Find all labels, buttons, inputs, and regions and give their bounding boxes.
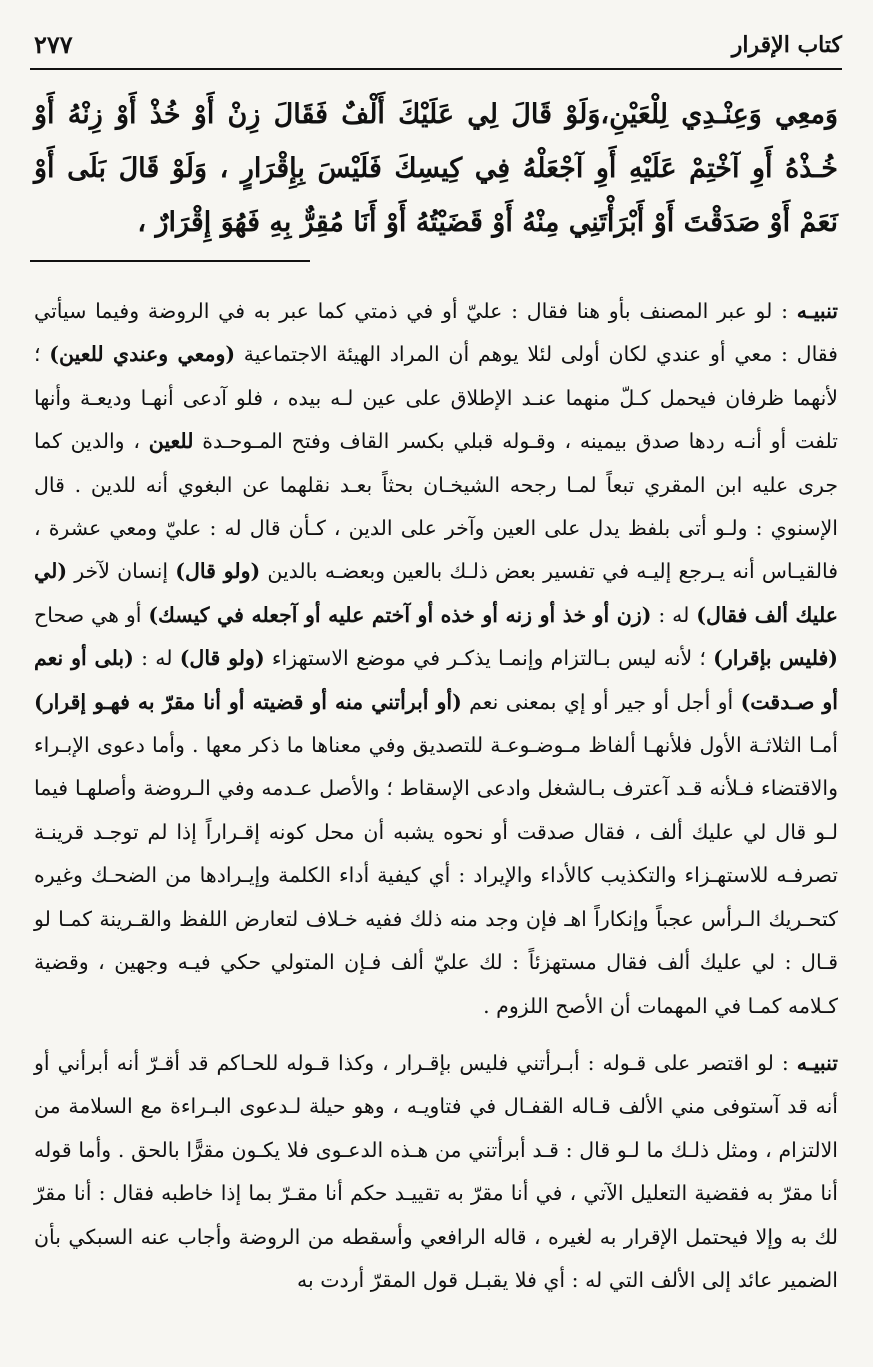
commentary: [30, 290, 842, 1302]
commentary-text: ؛ لأنهما ظرفان فيحمل كـلّ منهما عنـد الإطلاق على عين لـه بيده ، فلو آدعى أنهـا وديعـة وأنها تلفت أو أنـه ردها صدق بيمينه ، وقـوله قبلي بكسر القاف وفتح المـوحـدة: [34, 342, 838, 454]
quoted-matn: (ولو قال): [179, 646, 265, 671]
commentary-paragraph-2: [34, 1042, 838, 1302]
quoted-matn: (بلى أو نعم أو صـدقت): [34, 646, 838, 714]
commentary-text: أو أجل أو جير أو إي بمعنى نعم: [461, 689, 741, 714]
quoted-matn: (ولو قال): [175, 559, 261, 584]
page-number: ٢٧٧: [34, 30, 73, 59]
tanbih-heading: تنبيـه: [796, 1050, 838, 1075]
quoted-matn: (أو أبرأتني منه أو قضيته أو أنا مقرّ به فهـو إقرار): [34, 689, 462, 714]
commentary-paragraph-1: [34, 290, 838, 1028]
commentary-text: ؛ لأنه ليس بـالتزام وإنمـا يذكـر في موضع الاستهزاء: [264, 646, 714, 671]
matn-text: وَمعِي وَعِنْـدِي لِلْعَيْنِ،وَلَوْ قَالَ لِي عَلَيْكَ أَلْفٌ فَقَالَ زِنْ أَوْ خُذْ أَوْ زِنْهُ أَوْ خُـذْهُ أَوِ آخْتِمْ عَلَيْهِ أَوِ آجْعَلْهُ فِي كِيسِكَ فَلَيْسَ بِإِقْرَارٍ ، وَلَوْ قَالَ بَلَى أَوْ نَعَمْ أَوْ صَدَقْتَ أَوْ أَبْرَأْتَنِي مِنْهُ أَوْ قَضَيْتُهُ أَوْ أَنَا مُقِرٌّ بِهِ فَهُوَ إِقْرَارٌ ،: [34, 99, 838, 238]
commentary-text: له :: [133, 646, 180, 671]
tanbih-heading: تنبيـه: [796, 299, 838, 323]
book-page: [30, 20, 842, 1340]
quoted-matn: (فليس بإقرار): [713, 646, 838, 671]
commentary-text: له :: [651, 602, 697, 627]
commentary-text: أو هي صحاح: [34, 602, 149, 627]
quoted-matn: (زن أو خذ أو زنه أو خذه أو آختم عليه أو آجعله في كيسك): [148, 602, 652, 627]
page-header: [30, 20, 842, 70]
quoted-matn: (لي عليك ألف فقال): [34, 559, 838, 627]
commentary-text: : لو عبر المصنف بأو هنا فقال : عليّ أو في ذمتي كما عبر به في الروضة وفيما سيأتي فقال : معي أو عندي لكان أولى لئلا يوهم أن المراد الهيئة الاجتماعية: [34, 299, 838, 367]
quoted-matn: (ومعي وعندي للعين): [49, 342, 236, 367]
commentary-text: أمـا الثلاثـة الأول فلأنهـا ألفاظ مـوضـوعـة للتصديق وفي معناها ما ذكر معها . وأما دعوى الإبـراء والاقتضاء فـلأنه قـد آعترف بـالشغل وادعى الإسقاط ؛ والأصل عـدمه وفي الـروضة وأصلهـا فيما لـو قال لي عليك ألف ، فقال صدقت أو نحوه يشبه أن محل كونه إقـراراً إذا لم توجـد قرينـة تصرفـه للاستهـزاء والتكذيب كالأداء والإيراد : أي كيفية أداء الكلمة وإيـرادها من الضحـك وغيره كتحـريك الـرأس عجباً وإنكاراً اهـ فإن وجد منه ذلك ففيه خـلاف لتعارض اللفظ والقـرينة كمـا لو قـال : لي عليك ألف فقال مستهزئاً : لك عليّ ألف فـإن المتولي حكي فيـه وجهين ، وقضية كـلامه كمـا في المهمات أن الأصح اللزوم .: [34, 733, 838, 1018]
commentary-text: : لو اقتصر على قـوله : أبـرأتني فليس بإقـرار ، وكذا قـوله للحـاكم قد أقـرّ أنه أبرأني أو أنه قد آستوفى مني الألف قـاله القفـال في فتاويـه ، وهو حيلة لـدعوى البـراءة مع السلامة من الالتزام ، ومثل ذلـك ما لـو قال : قـد أبرأتني من هـذه الدعـوى فلا يكـون مقرًّا بالحق . وأما قوله أنا مقرّ به فقضية التعليل الآتي ، في أنا مقرّ به تقييـد حكم أنا مقـرّ بما إذا خاطبه فقال : أنا مقرّ لك به وإلا فيحتمل الإقرار به لغيره ، قاله الرافعي وأسقطه من الروضة وأجاب عنه السبكي بأن الضمير عائد إلى الألف التي له : أي فلا يقبـل قول المقرّ أردت به: [34, 1050, 838, 1292]
quoted-matn: للعين: [148, 429, 194, 454]
running-title: كتاب الإقرار: [731, 32, 842, 58]
footnote-separator: [30, 260, 310, 262]
commentary-text: إنسان لآخر: [67, 559, 176, 584]
commentary-text: ، والدين كما جرى عليه ابن المقري تبعاً لمـا رجحه الشيخـان بحثاً بعـد نقلهما عن البغوي أنه للدين . قال الإسنوي : ولـو أتى بلفظ يدل على العين وآخر على الدين ، كـأن قال له : عليّ ومعي عشرة ، فالقيـاس أنه يـرجع إليـه في تفسير بعض ذلـك بالعين وبعضـه بالدين: [34, 429, 838, 584]
